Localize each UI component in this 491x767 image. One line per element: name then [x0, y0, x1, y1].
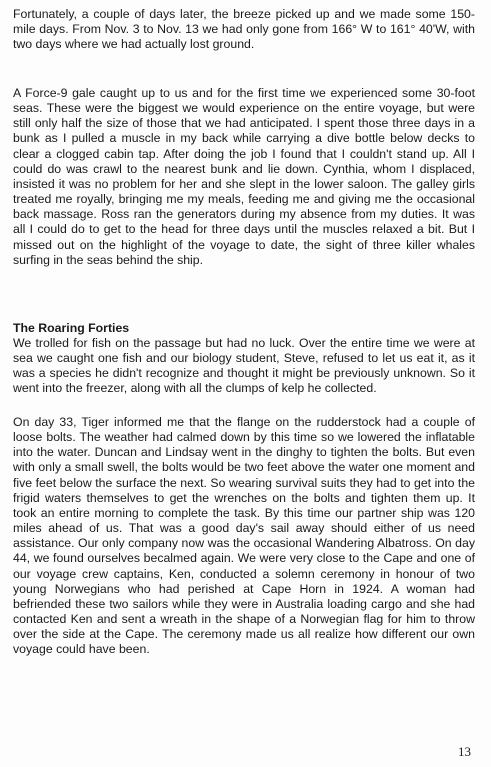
paragraph-2: A Force-9 gale caught up to us and for the first time we experienced some 30-foot seas. These were the biggest we would experience on the entire voyage, but were still only half the size of those that we had anticipated. I spent those three days in a bunk as I pulled a muscle in my back while carrying a dive bottle below decks to clear a clogged cabin tap. After doing the job I found that I couldn't stand up. All I could do was crawl to the nearest bunk and lie down. Cynthia, whom I displaced, insisted it was no problem for her and she slept in the lower saloon. The galley girls treated me royally, bringing me my meals, feeding me and giving me the occasional back massage. Ross ran the generators during my absence from my duties. It was all I could do to get to the head for three days until the muscles relaxed a bit. But I missed out on the highlight of the voyage to date, the sight of three killer whales surfing in the seas behind the ship.	[13, 86, 475, 267]
section-heading: The Roaring Forties	[13, 321, 130, 335]
paragraph-4: On day 33, Tiger informed me that the flange on the rudderstock had a couple of loose bolts. The weather had calmed down by this time so we lowered the inflatable into the water. Duncan and Lindsay went in the dinghy to tighten the bolts. But even with only a small swell, the bolts would be two feet above the water one moment and five feet below the surface the next. So wearing survival suits they had to get into the frigid waters themselves to get the wrenches on the bolts and tighten them up. It took an entire morning to complete the task. By this time our partner ship was 120 miles ahead of us. That was a good day's sail away should either of us need assistance. Our only company now was the occasional Wandering Albatross. On day 44, we found ourselves becalmed again. We were very close to the Cape and one of our voyage crew captains, Ken, conducted a solemn ceremony in honour of two young Norwegians who had perished at Cape Horn in 1924. A woman had befriended these two sailors while they were in Australia loading cargo and she had contacted Ken and sent a wreath in the shape of a Norwegian flag for him to throw over the side at the Cape. The ceremony made us all realize how different our own voyage could have been.	[13, 415, 475, 657]
page-number: 13	[458, 744, 471, 759]
paragraph-3: We trolled for fish on the passage but had no luck. Over the entire time we were at sea we caught one fish and our biology student, Steve, refused to let us eat it, as it was a species he didn't recognize and thought it might be previously unknown. So it went into the freezer, along with all the clumps of kelp he collected.	[13, 336, 475, 396]
paragraph-1: Fortunately, a couple of days later, the breeze picked up and we made some 150-mile days. From Nov. 3 to Nov. 13 we had only gone from 166° W to 161° 40'W, with two days where we had actually lost ground.	[13, 7, 475, 52]
